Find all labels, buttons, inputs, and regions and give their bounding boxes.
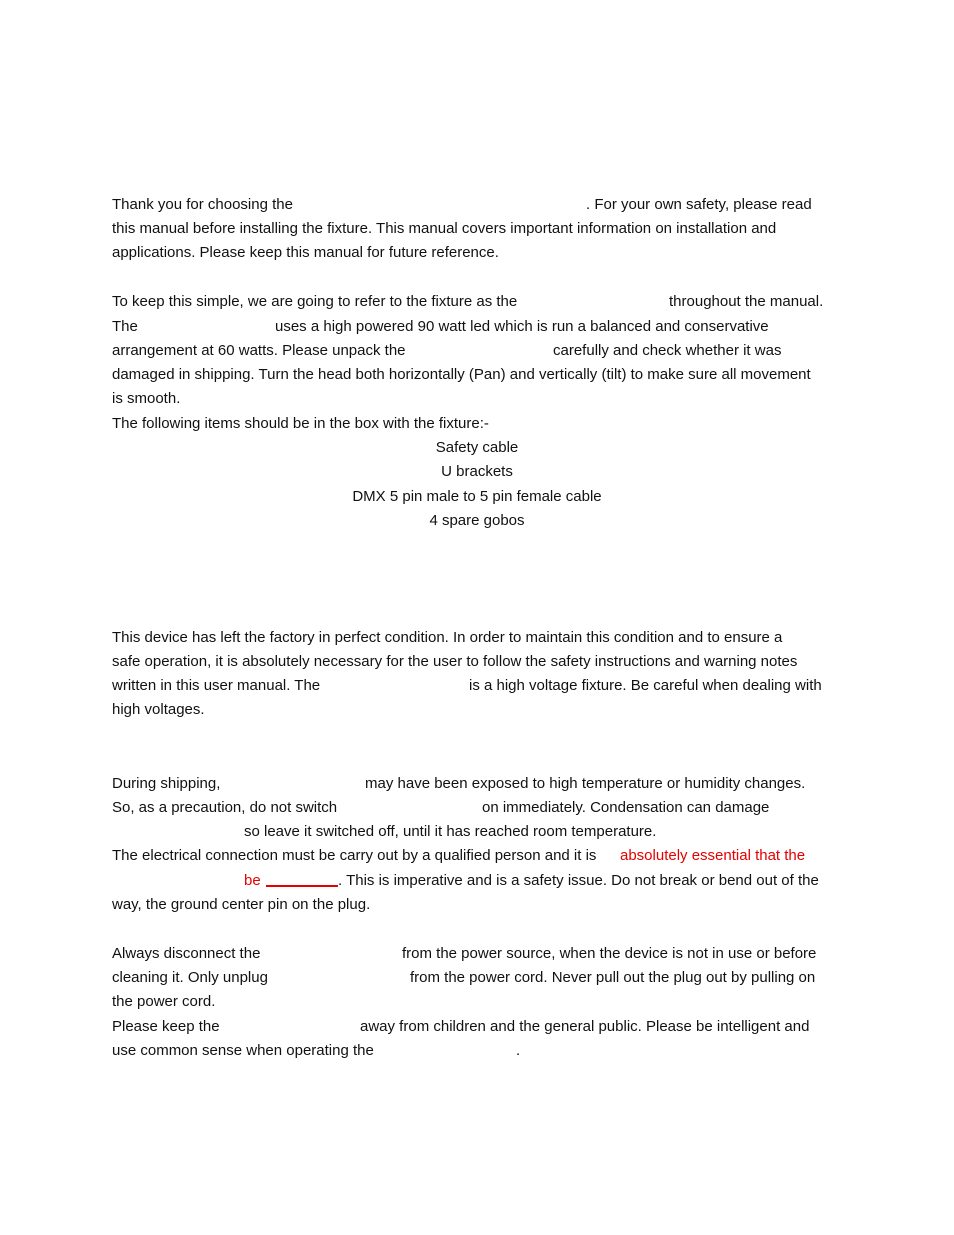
- para2-line3: [112, 339, 852, 363]
- para5-line3: the power cord.: [112, 993, 216, 1010]
- para5-line1: [112, 942, 852, 966]
- para1-line2: this manual before installing the fixture. This manual covers important information on installation and: [112, 220, 777, 237]
- para3-line1: This device has left the factory in perfect condition. In order to maintain this condition and to ensure a: [112, 629, 783, 646]
- warning-text: be: [244, 872, 261, 889]
- para2-line5: is smooth.: [112, 390, 181, 407]
- list-item: DMX 5 pin male to 5 pin female cable: [352, 488, 602, 505]
- warning-text: absolutely essential that the: [620, 847, 806, 864]
- para3-line4: high voltages.: [112, 701, 205, 718]
- para2-text: uses a high powered 90 watt led which is run a balanced and conservative: [275, 318, 769, 335]
- para1-line3: applications. Please keep this manual for future reference.: [112, 244, 499, 261]
- para5-text: use common sense when operating the: [112, 1042, 374, 1059]
- para3-line2: safe operation, it is absolutely necessary for the user to follow the safety instructions and warning notes: [112, 653, 798, 670]
- para4-line6: way, the ground center pin on the plug.: [112, 896, 371, 913]
- para2-text: arrangement at 60 watts. Please unpack the: [112, 342, 406, 359]
- para4-text: may have been exposed to high temperature or humidity changes.: [365, 775, 806, 792]
- para1-text: . For your own safety, please read: [586, 196, 812, 213]
- list-item: Safety cable: [435, 439, 519, 456]
- para4-text: on immediately. Condensation can damage: [482, 799, 770, 816]
- para5-text: Always disconnect the: [112, 945, 261, 962]
- para4-line5: [112, 869, 852, 893]
- para2-text: The: [112, 318, 138, 335]
- para5-text: from the power cord. Never pull out the plug out by pulling on: [410, 969, 816, 986]
- para3-text: is a high voltage fixture. Be careful when dealing with: [469, 677, 822, 694]
- para4-line4: [112, 844, 852, 868]
- para2-text: To keep this simple, we are going to refer to the fixture as the: [112, 293, 518, 310]
- para5-text: Please keep the: [112, 1018, 220, 1035]
- para5-text: .: [516, 1042, 521, 1059]
- para1-text: Thank you for choosing the: [112, 196, 293, 213]
- para3-text: written in this user manual. The: [112, 677, 321, 694]
- para4-text: The electrical connection must be carry out by a qualified person and it is: [112, 847, 597, 864]
- para3-line3: [112, 674, 852, 698]
- para5-text: from the power source, when the device is not in use or before: [402, 945, 817, 962]
- list-item: U brackets: [441, 463, 513, 480]
- list-item: 4 spare gobos: [429, 512, 525, 529]
- para4-text: so leave it switched off, until it has reached room temperature.: [244, 823, 657, 840]
- para2-text: carefully and check whether it was: [553, 342, 782, 359]
- para1-line1: [112, 193, 852, 217]
- para2-text: throughout the manual.: [669, 293, 824, 310]
- fill-in-blank: [266, 869, 338, 893]
- para4-text: . This is imperative and is a safety issue. Do not break or bend out of the: [338, 872, 819, 889]
- para4-line3: [112, 820, 852, 844]
- para2-line6: The following items should be in the box with the fixture:-: [112, 415, 489, 432]
- para4-text: During shipping,: [112, 775, 221, 792]
- para5-line2: [112, 966, 852, 990]
- para5-line4: [112, 1015, 852, 1039]
- para4-text: So, as a precaution, do not switch: [112, 799, 338, 816]
- para4-line1: [112, 772, 852, 796]
- para2-line4: damaged in shipping. Turn the head both horizontally (Pan) and vertically (tilt) to make sure all movement: [112, 366, 811, 383]
- para2-line1: [112, 290, 852, 314]
- para4-line2: [112, 796, 852, 820]
- para5-text: away from children and the general public. Please be intelligent and: [360, 1018, 810, 1035]
- para2-line2: [112, 315, 852, 339]
- para5-text: cleaning it. Only unplug: [112, 969, 268, 986]
- para5-line5: [112, 1039, 852, 1063]
